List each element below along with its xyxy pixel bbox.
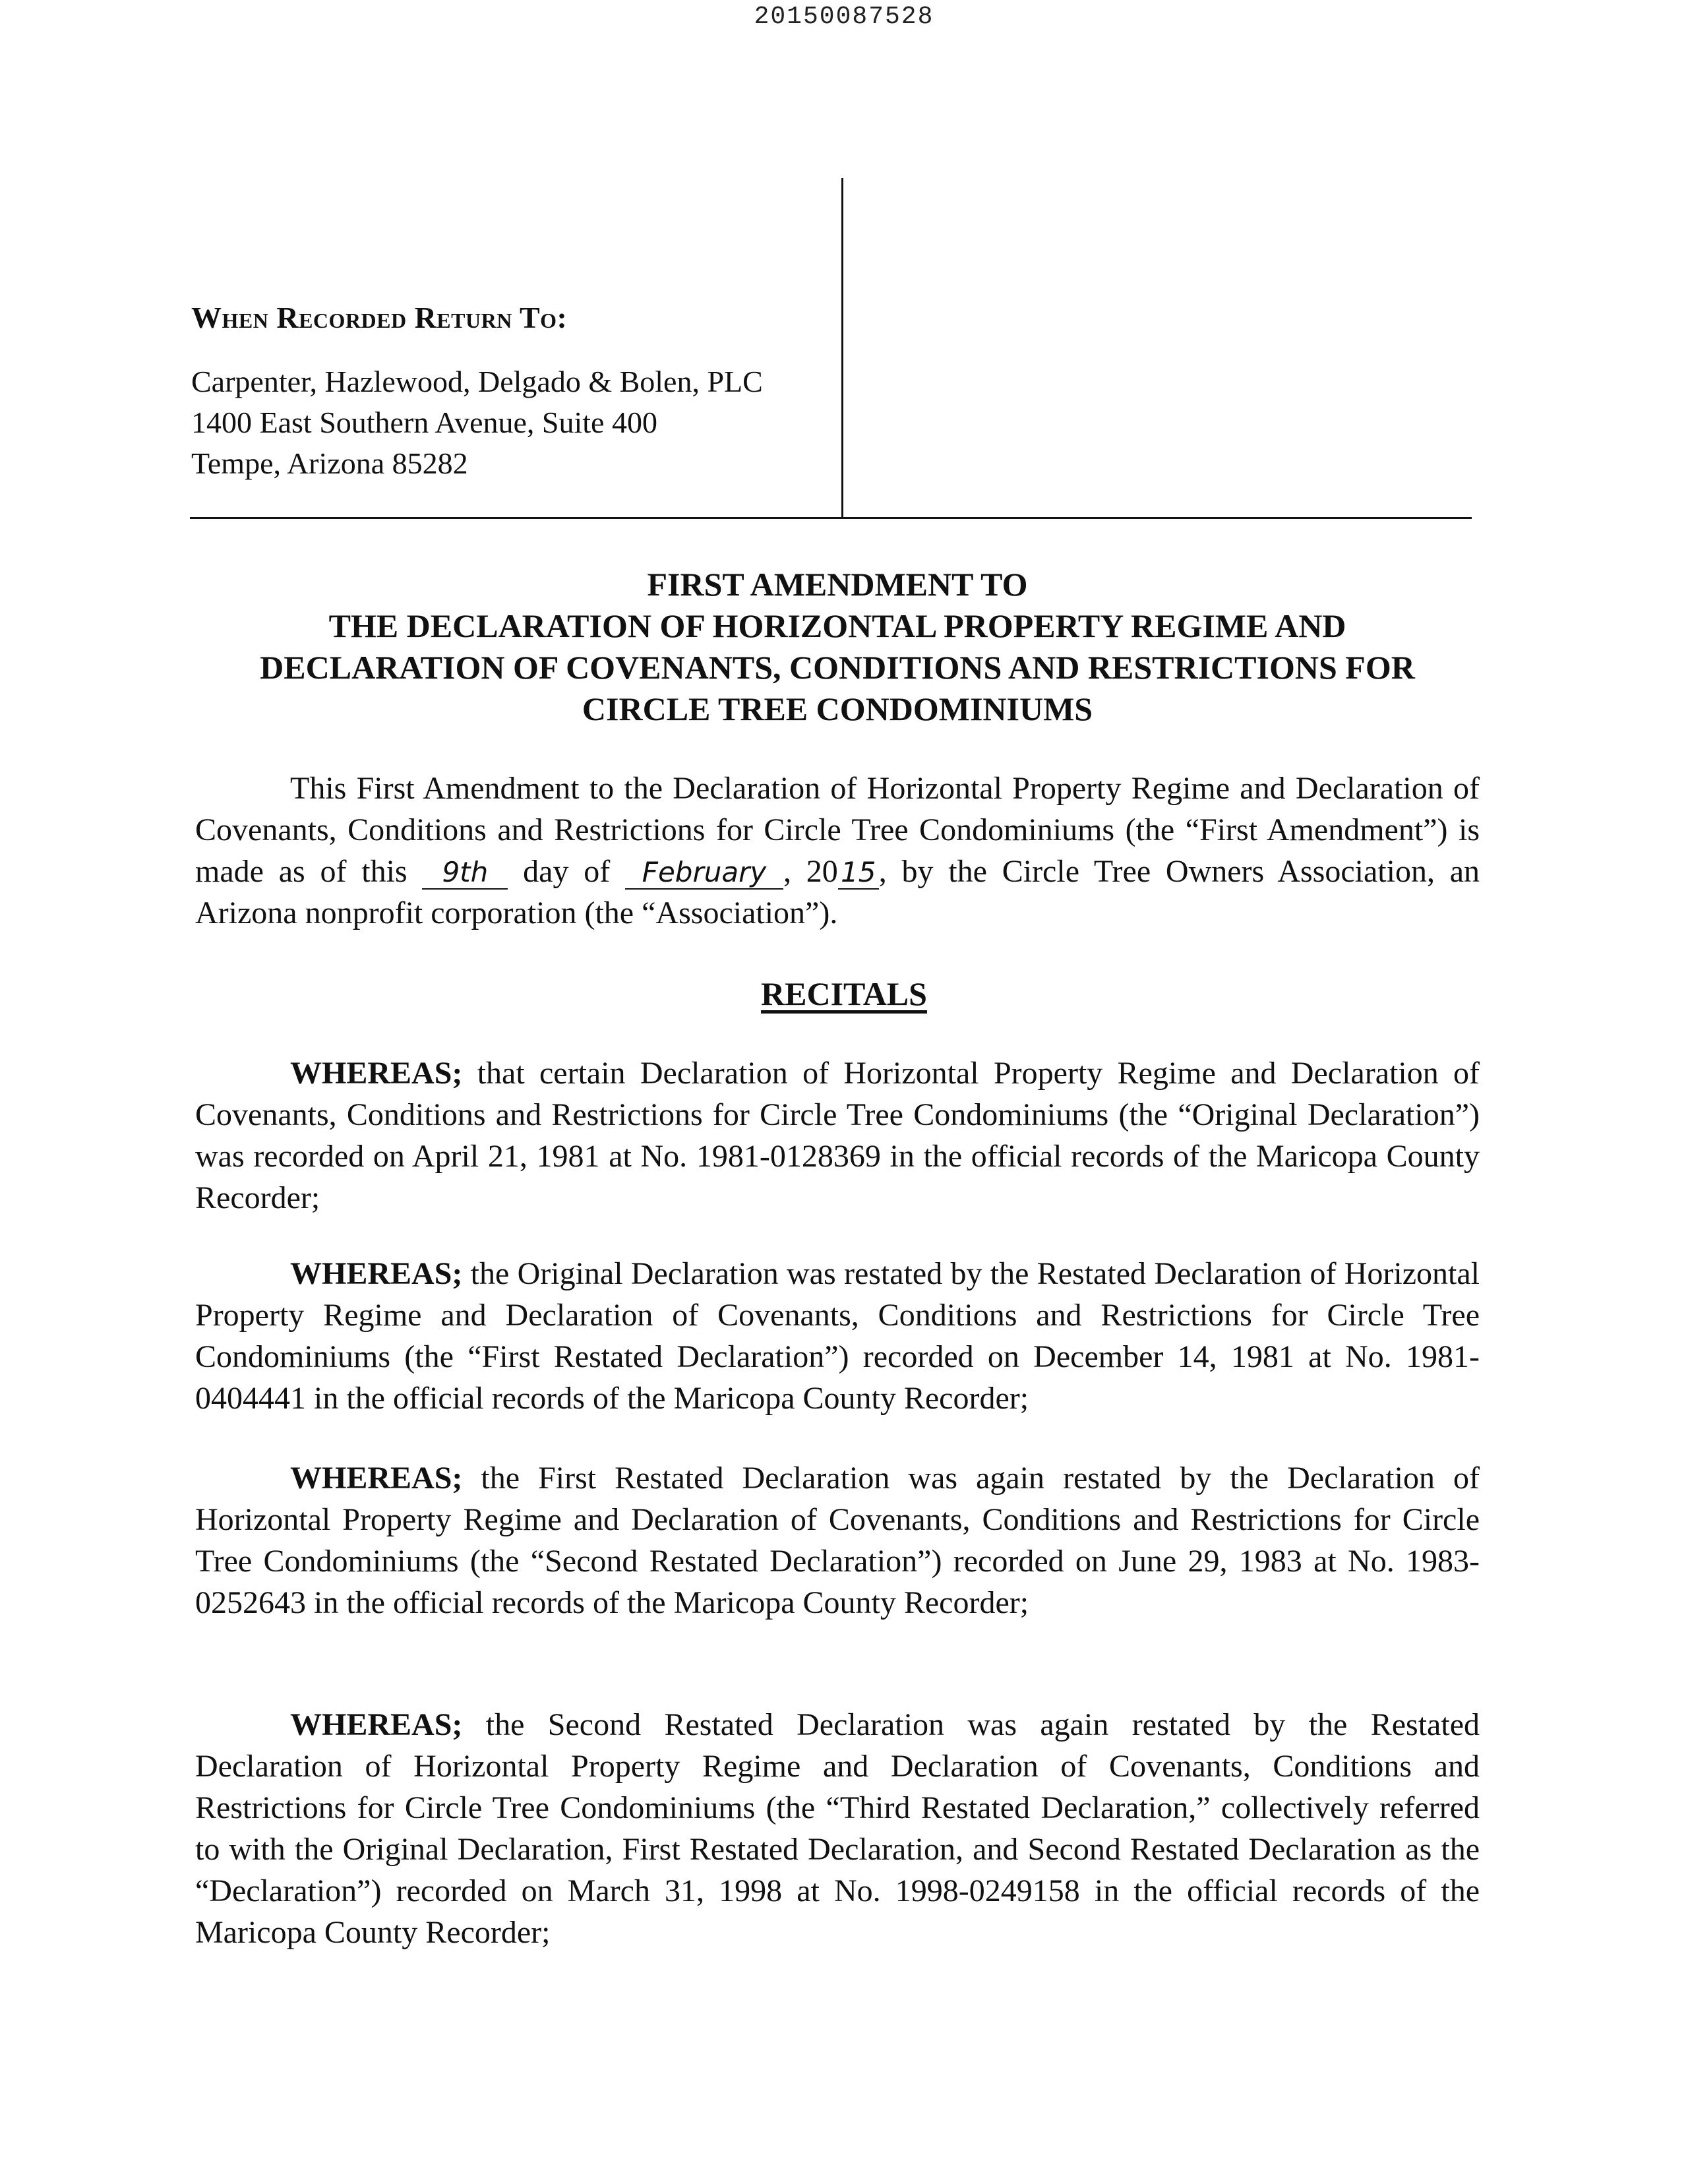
recital-paragraph-4: [195, 1704, 1480, 1953]
recital-lead: WHEREAS;: [290, 1256, 463, 1291]
intro-text-3: , 20: [783, 854, 838, 889]
intro-text-1: This First Amendment to the Declaration of Horizontal Property Regime and Declaration of Covenants, Conditions and Restrictions for Circle Tree Condominiums (the “First Amendment”) is made as of this: [195, 771, 1480, 889]
return-address-line-2: 1400 East Southern Avenue, Suite 400: [191, 406, 657, 439]
recital-lead: WHEREAS;: [290, 1707, 463, 1742]
vertical-divider: [841, 178, 843, 518]
title-line-3: DECLARATION OF COVENANTS, CONDITIONS AND RESTRICTIONS FOR: [260, 649, 1415, 686]
return-address-line-1: Carpenter, Hazlewood, Delgado & Bolen, PLC: [191, 365, 763, 398]
intro-text-4: , by the Circle Tree Owners Association, an Arizona nonprofit corporation (the “Association”).: [195, 854, 1480, 930]
recitals-heading: RECITALS: [761, 975, 927, 1012]
title-line-4: CIRCLE TREE CONDOMINIUMS: [582, 690, 1093, 727]
recital-text: the First Restated Declaration was again restated by the Declaration of Horizontal Property Regime and Declaration of Covenants, Conditions and Restrictions for Circle Tree Condominiums (the “Second Restated Declaration”) recorded on June 29, 1983 at No. 1983-0252643 in the official records of the Maricopa County Recorder;: [195, 1461, 1480, 1620]
title-line-1: FIRST AMENDMENT TO: [647, 566, 1028, 603]
recital-lead: WHEREAS;: [290, 1056, 463, 1091]
return-to-block: [191, 300, 824, 484]
horizontal-divider: [190, 517, 1472, 519]
return-address-line-3: Tempe, Arizona 85282: [191, 446, 468, 480]
recital-lead: WHEREAS;: [290, 1461, 463, 1496]
document-title: [191, 564, 1484, 730]
recital-text: the Original Declaration was restated by the Restated Declaration of Horizontal Property Regime and Declaration of Covenants, Conditions and Restrictions for Circle Tree Condominiums (the “First Restated Declaration”) recorded on December 14, 1981 at No. 1981-0404441 in the official records of the Maricopa County Recorder;: [195, 1256, 1480, 1416]
handwritten-year: 15: [838, 857, 879, 890]
recital-paragraph-1: [195, 1052, 1480, 1219]
recital-paragraph-2: [195, 1253, 1480, 1419]
return-to-label: When Recorded Return To:: [191, 301, 568, 334]
recital-paragraph-3: [195, 1457, 1480, 1623]
intro-paragraph: [195, 768, 1480, 934]
recital-text: that certain Declaration of Horizontal Property Regime and Declaration of Covenants, Conditions and Restrictions for Circle Tree Condominiums (the “Original Declaration”) was recorded on April 21, 1981 at No. 1981-0128369 in the official records of the Maricopa County Recorder;: [195, 1056, 1480, 1215]
recording-number: 20150087528: [754, 3, 934, 31]
handwritten-month: February: [625, 857, 783, 890]
handwritten-day: 9th: [422, 857, 508, 890]
recital-text: the Second Restated Declaration was again restated by the Restated Declaration of Horizontal Property Regime and Declaration of Covenants, Conditions and Restrictions for Circle Tree Condominiums (the “Third Restated Declaration,” collectively referred to with the Original Declaration, First Restated Declaration, and Second Restated Declaration as the “Declaration”) recorded on March 31, 1998 at No. 1998-0249158 in the official records of the Maricopa County Recorder;: [195, 1707, 1480, 1950]
intro-text-2: day of: [523, 854, 611, 889]
title-line-2: THE DECLARATION OF HORIZONTAL PROPERTY REGIME AND: [328, 607, 1346, 644]
